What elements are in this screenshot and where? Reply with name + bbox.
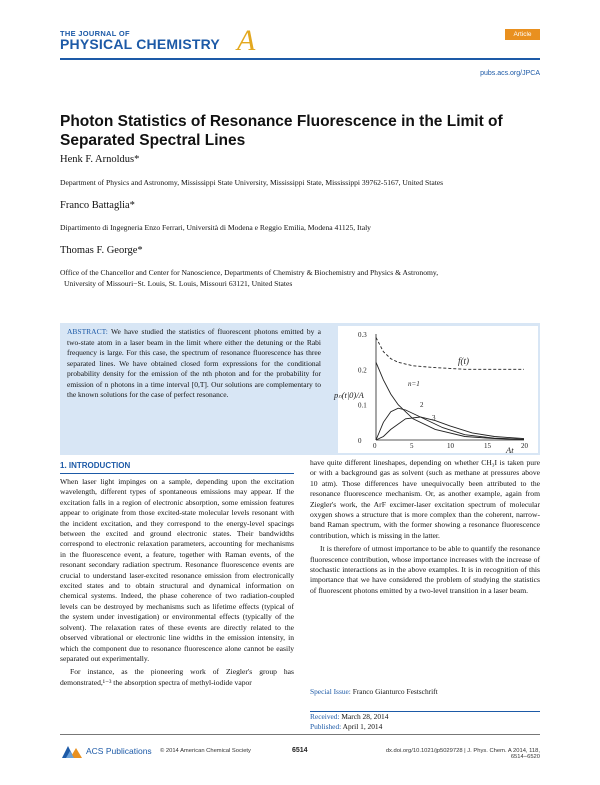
section-heading: 1. INTRODUCTION xyxy=(60,461,131,470)
copyright: © 2014 American Chemical Society xyxy=(160,748,251,754)
received-value: March 28, 2014 xyxy=(341,712,389,721)
journal-name-top: THE JOURNAL OF xyxy=(60,29,130,38)
x-tick-label: 15 xyxy=(484,442,491,450)
paragraph: have quite different lineshapes, depending on whether CH₃I is taken pure or with a background gas as solvent (such as methane at pressures above 10 atm). Those differences have unequivocally been attributed to the resonance fluorescence mechanism. Or, as another example, again from Ziegler's work, the ArF excimer-laser excitation spectrum of molecular oxygen shows a structure that is more complex than the coherent, narrow-band Raman spectrum, with the former showing a resonance fluorescence contribution, which is missing in the latter. xyxy=(310,458,540,540)
x-tick-label: 5 xyxy=(410,442,414,450)
x-tick-label: 0 xyxy=(373,442,377,450)
author-name: Henk F. Arnoldus* xyxy=(60,154,140,165)
acs-logo-icon xyxy=(60,744,84,760)
x-axis-label: At xyxy=(506,445,514,455)
abstract-label: ABSTRACT: xyxy=(67,327,108,336)
received-date xyxy=(310,712,388,723)
toc-figure xyxy=(334,326,538,455)
published-label: Published: xyxy=(310,722,342,731)
journal-name: PHYSICAL CHEMISTRY xyxy=(60,36,220,52)
author-affiliation: Department of Physics and Astronomy, Mississippi State University, Mississippi State, Mississippi 39762-5167, United States xyxy=(60,178,444,187)
published-value: April 1, 2014 xyxy=(342,722,383,731)
special-issue-note xyxy=(310,687,438,698)
special-issue-label: Special Issue: xyxy=(310,687,351,696)
author-affiliation: Office of the Chancellor and Center for Nanoscience, Departments of Chemistry & Biochemistry and Physics & Astronomy, xyxy=(60,268,439,277)
doi-citation[interactable]: dx.doi.org/10.1021/jp5029728 | J. Phys. Chem. A 2014, 118, 6514−6520 xyxy=(385,748,540,760)
article-type-badge: Article xyxy=(505,29,540,40)
author-affiliation: Dipartimento di Ingegneria Enzo Ferrari, Università di Modena e Reggio Emilia, Modena 41125, Italy xyxy=(60,223,371,232)
curve-label-n1: n=1 xyxy=(408,380,420,388)
paragraph: It is therefore of utmost importance to be able to quantify the resonance fluorescence contribution, whose importance increases with the increase of stochastic interactions as in the above examples. It is in recognition of this importance that we have considered the problem of studying the statistics of fluorescent photons emitted by a two-level transition in a laser beam. xyxy=(310,544,540,595)
left-column xyxy=(60,477,294,688)
y-axis-label: pₙ(t|0)/A xyxy=(334,390,364,400)
abstract-text: We have studied the statistics of fluorescent photons emitted by a two-state atom in a laser beam in the limit where either the detuning or the Rabi frequency is large. For this case, the spectrum of resonance fluorescence has three separated lines. We have obtained closed form expressions for the conditional probability density for the emission of the nth photon and for the probability for emission of n photons in a time interval [0,T]. Our solutions are complementary to the known solutions for the case of perfect resonance. xyxy=(67,327,321,399)
y-tick-label: 0 xyxy=(358,437,362,445)
y-tick-label: 0.3 xyxy=(358,331,367,339)
paragraph: For instance, as the pioneering work of Ziegler's group has demonstrated,¹⁻³ the absorption spectra of methyl-iodide vapor xyxy=(60,667,294,687)
header-rule xyxy=(60,58,540,60)
y-tick-label: 0.2 xyxy=(358,366,367,375)
paragraph: When laser light impinges on a sample, depending upon the excitation wavelength, different types of spontaneous emissions may appear. If the excitation falls in a region of electronic absorption, some emission features appear to originate from those excited-state molecular levels resonant with the incident excitation, and they correspond to the energy-level spacings between the excited and ground electronic states. Their bandwidths correspond to electronic relaxation parameters, accounting for mechanisms in the fluorescence event, a feature, together with Raman events, of the resonant secondary radiation spectrum. Resonance fluorescence events are crucial to understand laser-excited resonance emission from electronically excited states and to obtain structural and dynamical information on chemical systems. Indeed, the phase coherence of two radiation-coupled levels can be destroyed by mechanisms such as lifetime effects (typical of the system under investigation) or environmental effects (typically of the solvent). The relaxation rates of these events are directly related to the observed vibrational or electronic line widths in the emission intensity, in which the component due to resonance fluorescence alone cannot be easily separated out experimentally. xyxy=(60,477,294,663)
journal-url-link[interactable]: pubs.acs.org/JPCA xyxy=(480,70,540,77)
author-name: Thomas F. George* xyxy=(60,245,143,256)
abstract xyxy=(67,327,321,401)
paper-title: Photon Statistics of Resonance Fluorescence in the Limit of Separated Spectral Lines xyxy=(60,113,503,149)
curve-label-n3: 3 xyxy=(432,414,436,422)
curve-label-n2: 2 xyxy=(420,401,424,409)
received-label: Received: xyxy=(310,712,340,721)
published-date xyxy=(310,722,382,733)
special-issue-value: Franco Gianturco Festschrift xyxy=(352,687,438,696)
x-tick-label: 20 xyxy=(521,442,528,450)
section-rule xyxy=(60,473,294,474)
y-tick-label: 0.1 xyxy=(358,401,367,410)
page-number: 6514 xyxy=(292,747,308,754)
curve-label-f: f(t) xyxy=(458,356,469,366)
right-column xyxy=(310,458,540,596)
author-name: Franco Battaglia* xyxy=(60,200,135,211)
x-tick-label: 10 xyxy=(447,442,454,450)
journal-section-letter: A xyxy=(237,24,256,57)
publisher-name: ACS Publications xyxy=(86,746,152,756)
author-affiliation: University of Missouri−St. Louis, St. Louis, Missouri 63121, United States xyxy=(64,279,293,288)
footer-rule xyxy=(60,734,540,735)
